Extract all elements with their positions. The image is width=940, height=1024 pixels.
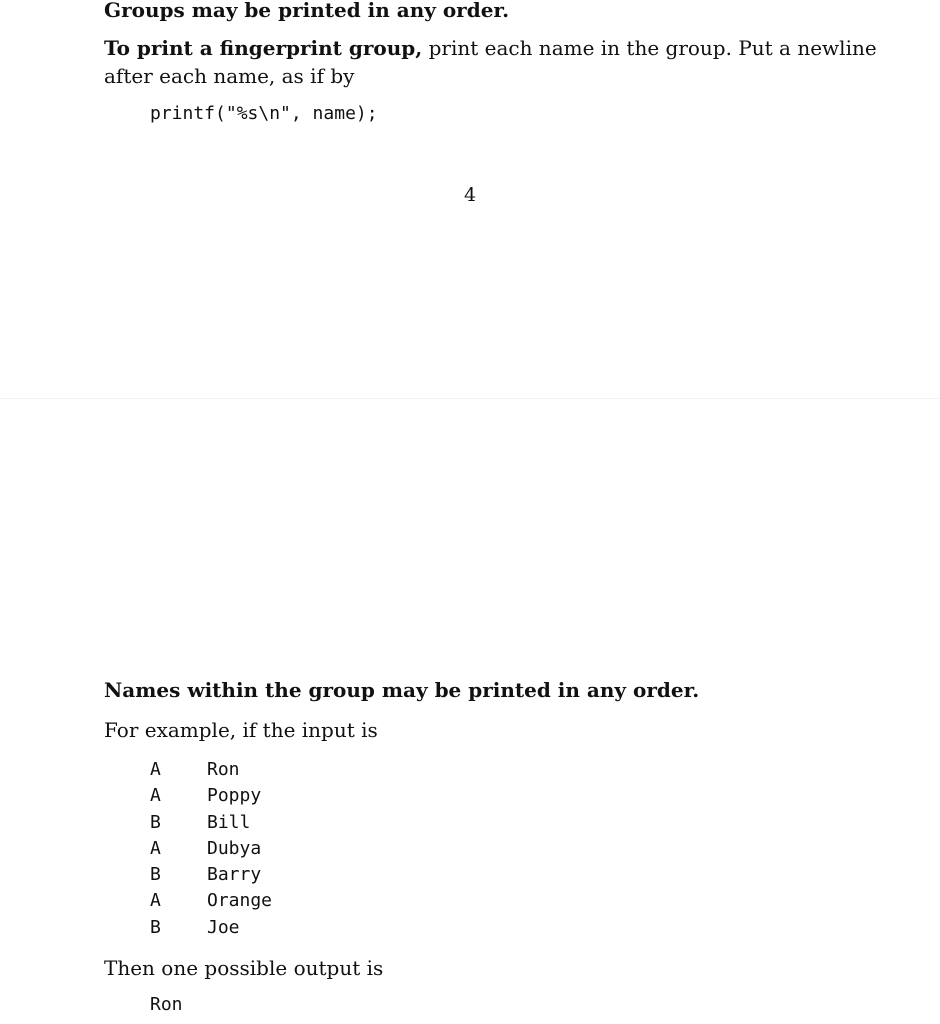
input-row	[150, 810, 272, 836]
input-name: Dubya	[207, 837, 262, 859]
input-row	[150, 888, 272, 914]
print-group-instructions	[104, 34, 877, 62]
input-group-id: B	[150, 916, 161, 938]
input-group-id: B	[150, 864, 161, 886]
input-name: Orange	[207, 890, 273, 912]
print-group-text: print each name in the group. Put a newline	[422, 36, 877, 60]
input-name: Barry	[207, 864, 262, 886]
names-order-heading: Names within the group may be printed in any order.	[104, 678, 700, 702]
input-group-id: A	[150, 759, 161, 780]
input-name: Poppy	[207, 785, 262, 807]
input-group-id: A	[150, 837, 161, 859]
example-intro: For example, if the input is	[104, 718, 378, 742]
document-page-top	[0, 0, 940, 398]
output-first-line: Ron	[150, 994, 183, 1015]
print-group-lead: To print a fingerprint group,	[104, 36, 423, 60]
groups-order-statement: Groups may be printed in any order.	[104, 0, 510, 22]
output-intro: Then one possible output is	[104, 956, 384, 980]
input-row	[150, 862, 272, 888]
input-name: Joe	[207, 916, 240, 938]
input-row	[150, 783, 272, 809]
page-number: 4	[463, 184, 477, 206]
input-name: Ron	[207, 759, 240, 780]
example-input-table	[150, 757, 272, 941]
input-row	[150, 836, 272, 862]
document-page-bottom	[0, 399, 940, 1024]
input-name: Bill	[207, 811, 251, 833]
print-group-instructions-line2: after each name, as if by	[104, 64, 355, 88]
input-group-id: A	[150, 890, 161, 912]
input-group-id: A	[150, 785, 161, 807]
input-group-id: B	[150, 811, 161, 833]
input-row	[150, 915, 272, 941]
input-row	[150, 757, 272, 783]
printf-code-sample: printf("%s\n", name);	[150, 103, 378, 124]
